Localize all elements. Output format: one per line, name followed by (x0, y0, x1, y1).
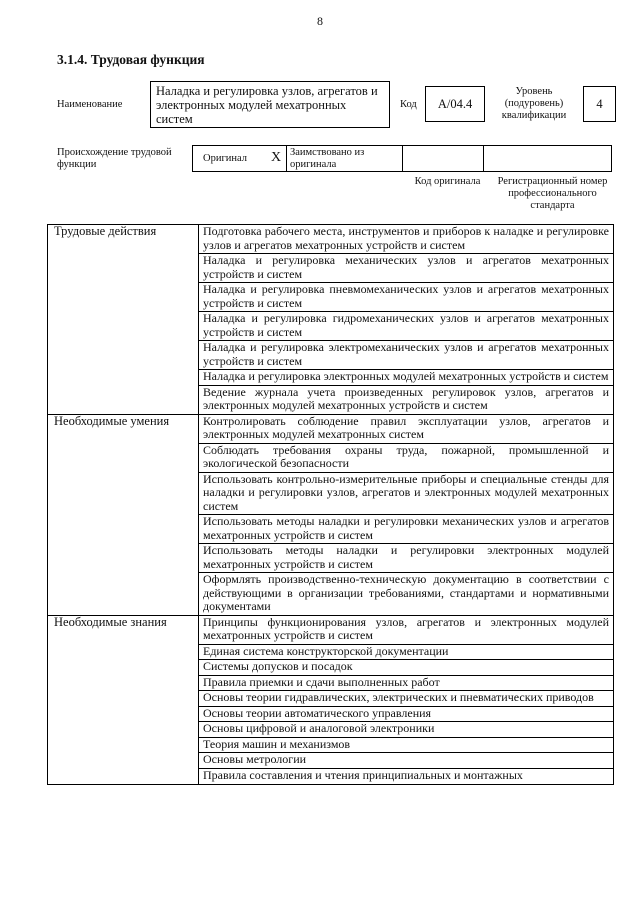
item-cell: Основы цифровой и аналоговой электроники (199, 722, 614, 738)
item-cell: Наладка и регулировка механических узлов и агрегатов мехатронных устройств и систем (199, 254, 614, 283)
function-table (47, 224, 614, 785)
level-label: Уровень (подуровень) квалификации (501, 86, 567, 121)
item-cell: Принципы функционирования узлов, агрегатов и электронных модулей мехатронных устройств и систем (199, 615, 614, 644)
original-cell (192, 145, 287, 172)
item-cell: Основы теории гидравлических, электрических и пневматических приводов (199, 691, 614, 707)
item-cell: Наладка и регулировка электромеханических узлов и агрегатов мехатронных устройств и систем (199, 341, 614, 370)
code-original-cell (402, 145, 484, 172)
item-cell: Теория машин и механизмов (199, 737, 614, 753)
borrowed-label: Заимствовано из оригинала (290, 147, 365, 170)
table-row (48, 615, 614, 644)
table-row (48, 414, 614, 443)
item-cell: Контролировать соблюдение правил эксплуатации узлов, агрегатов и электронных модулей мехатронных систем (199, 414, 614, 443)
item-cell: Наладка и регулировка электронных модулей мехатронных устройств и систем (199, 370, 614, 386)
item-cell: Основы теории автоматического управления (199, 706, 614, 722)
borrowed-cell (286, 145, 403, 172)
item-cell: Использовать методы наладки и регулировки механических узлов и агрегатов мехатронных устройств и систем (199, 515, 614, 544)
origin-row (192, 145, 612, 172)
code-label: Код (400, 99, 417, 110)
item-cell: Использовать методы наладки и регулировки электронных модулей мехатронных устройств и систем (199, 544, 614, 573)
item-cell: Подготовка рабочего места, инструментов и приборов к наладке и регулировке узлов и агрегатов мехатронных устройств и систем (199, 225, 614, 254)
item-cell: Наладка и регулировка пневмомеханических узлов и агрегатов мехатронных устройств и систем (199, 283, 614, 312)
origin-label: Происхождение трудовой функции (57, 147, 172, 170)
original-mark: X (271, 150, 282, 165)
name-value: Наладка и регулировка узлов, агрегатов и электронных модулей мехатронных систем (150, 81, 390, 128)
code-value: A/04.4 (425, 86, 485, 122)
item-cell: Единая система конструкторской документации (199, 644, 614, 660)
category-cell: Трудовые действия (48, 225, 199, 415)
item-cell: Ведение журнала учета произведенных регулировок узлов, агрегатов и электронных модулей мехатронных устройств и систем (199, 385, 614, 414)
original-label: Оригинал (203, 153, 247, 164)
category-cell: Необходимые знания (48, 615, 199, 784)
code-original-label: Код оригинала (414, 176, 481, 187)
item-cell: Правила приемки и сдачи выполненных работ (199, 675, 614, 691)
item-cell: Использовать контрольно-измерительные приборы и специальные стенды для наладки и регулировки узлов, агрегатов и электронных модулей мехатронных систем (199, 472, 614, 515)
section-title: 3.1.4. Трудовая функция (57, 52, 205, 67)
item-cell: Основы метрологии (199, 753, 614, 769)
item-cell: Наладка и регулировка гидромеханических узлов и агрегатов мехатронных устройств и систем (199, 312, 614, 341)
page-number: 8 (317, 14, 323, 28)
reg-number-cell (483, 145, 612, 172)
name-label: Наименование (57, 99, 123, 110)
table-row (48, 225, 614, 254)
item-cell: Системы допусков и посадок (199, 660, 614, 676)
item-cell: Правила составления и чтения принципиальных и монтажных (199, 768, 614, 784)
item-cell: Соблюдать требования охраны труда, пожарной, промышленной и экологической безопасности (199, 443, 614, 472)
item-cell: Оформлять производственно-техническую документацию в соответствии с действующими в организации требованиями, стандартами и нормативными документами (199, 573, 614, 616)
level-value: 4 (583, 86, 616, 122)
category-cell: Необходимые умения (48, 414, 199, 615)
reg-number-label: Регистрационный номер профессионального стандарта (497, 176, 608, 211)
